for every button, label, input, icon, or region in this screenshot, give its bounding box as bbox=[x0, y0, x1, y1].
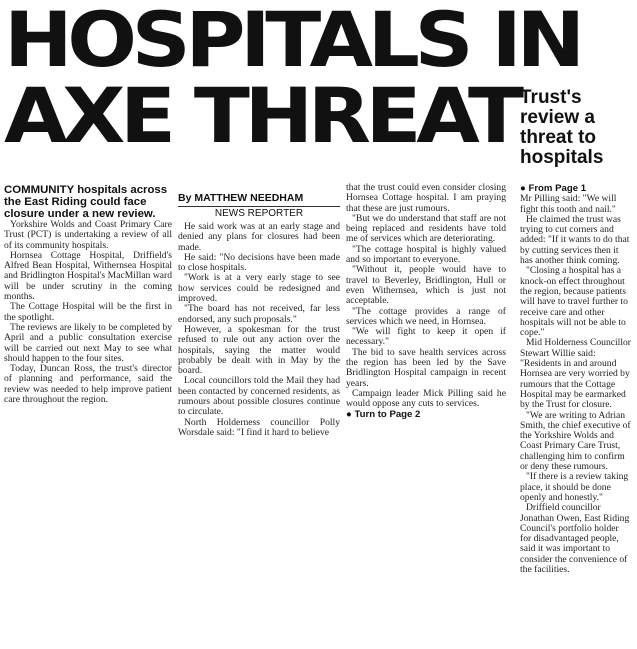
paragraph: "Closing a hospital has a knock-on effect throughout the region, because patients will have to travel further to receive care and other hospitals will not be able to cope." bbox=[520, 265, 628, 339]
paragraph: The reviews are likely to be completed by April and a public consultation exercise will be carried out next May to see what should happen to the four sites. bbox=[4, 321, 172, 364]
paragraph: "We are writing to Adrian Smith, the chief executive of the Yorkshire Wolds and Coast Primary Care Trust, challenging him to confirm or deny these rumours. bbox=[520, 409, 631, 473]
paragraph: North Holderness councillor Polly Worsdale said: "I find it hard to believe bbox=[178, 416, 340, 438]
paragraph: The bid to save health services across the region has been led by the Save Bridlington Hospital campaign in recent years. bbox=[346, 346, 506, 389]
paragraph: Today, Duncan Ross, the trust's director of planning and performance, said the review was needed to help improve patient care throughout the region. bbox=[4, 363, 172, 406]
article-column-3 bbox=[346, 183, 506, 420]
paragraph: "If there is a review taking place, it should be done openly and honestly." bbox=[520, 471, 629, 503]
from-page-label: ● From Page 1 bbox=[520, 183, 587, 194]
subheadline: Trust's review a threat to hospitals bbox=[520, 87, 604, 168]
paragraph: However, a spokesman for the trust refused to rule out any action over the hospitals, saying the matter would probably be dealt with in May by the board. bbox=[178, 323, 340, 377]
paragraph: "The cottage provides a range of services which we need, in Hornsea. bbox=[346, 305, 506, 327]
article-column-4 bbox=[520, 184, 632, 575]
article-column-1 bbox=[4, 184, 172, 405]
paragraph: He said: "No decisions have been made to close hospitals. bbox=[178, 251, 340, 274]
paragraph: Campaign leader Mick Pilling said he would oppose any cuts to services. bbox=[346, 387, 506, 410]
paragraph: Mr Pilling said: "We will fight this tooth and nail." bbox=[520, 193, 617, 215]
headline-line-2: AXE THREAT bbox=[4, 71, 519, 160]
paragraph: He said work was at an early stage and denied any plans for closures had been made. bbox=[178, 221, 340, 253]
article-column-2 bbox=[178, 222, 340, 438]
paragraph: that the trust could even consider closing Hornsea Cottage hospital. I am praying that these are just rumours. bbox=[346, 182, 506, 214]
paragraph: "Work is at a very early stage to see how services could be redesigned and improved. bbox=[178, 272, 340, 305]
paragraph: Hornsea Cottage Hospital, Driffield's Alfred Bean Hospital, Withernsea Hospital and Bridlington Hospital's MacMillan ward will be under scrutiny in the coming months. bbox=[4, 249, 172, 303]
headline-line-1: HOSPITALS IN bbox=[4, 0, 580, 84]
paragraph: "But we do understand that staff are not being replaced and residents have told me of services which are deteriorating. bbox=[346, 212, 506, 245]
paragraph: Yorkshire Wolds and Coast Primary Care Trust (PCT) is undertaking a review of all of its community hospitals. bbox=[4, 219, 172, 251]
byline: By MATTHEW NEEDHAM bbox=[178, 192, 340, 207]
reporter-role: NEWS REPORTER bbox=[214, 208, 304, 219]
turn-to-page-link: ● Turn to Page 2 bbox=[346, 408, 421, 420]
paragraph: The Cottage Hospital will be the first in the spotlight. bbox=[4, 301, 172, 323]
paragraph: He claimed the trust was trying to cut corners and added: "If it wants to do that by cutting services then it has another think coming. bbox=[520, 213, 630, 267]
paragraph: "The cottage hospital is highly valued and so important to everyone. bbox=[346, 243, 506, 266]
paragraph: "Without it, people would have to travel to Beverley, Bridlington, Hull or even Withernsea, which is just not acceptable. bbox=[346, 264, 506, 307]
lead-paragraph: COMMUNITY hospitals across the East Riding could face closure under a new review. bbox=[4, 184, 168, 220]
paragraph: "We will fight to keep it open if necessary." bbox=[346, 326, 506, 348]
paragraph: Driffield councillor Jonathan Owen, East Riding Council's portfolio holder for disadvantaged people, said it was important to consider the convenience of the facilities. bbox=[520, 502, 630, 575]
paragraph: Local councillors told the Mail they had been contacted by concerned residents, as rumours about possible closures continue to circulate. bbox=[178, 375, 340, 418]
paragraph: Mid Holderness Councillor Stewart Willie said: "Residents in and around Hornsea are very worried by rumours that the Cottage Hospital may be earmarked by the Trust for closure. bbox=[520, 337, 631, 411]
paragraph: "The board has not received, far less endorsed, any such proposals." bbox=[178, 303, 340, 325]
